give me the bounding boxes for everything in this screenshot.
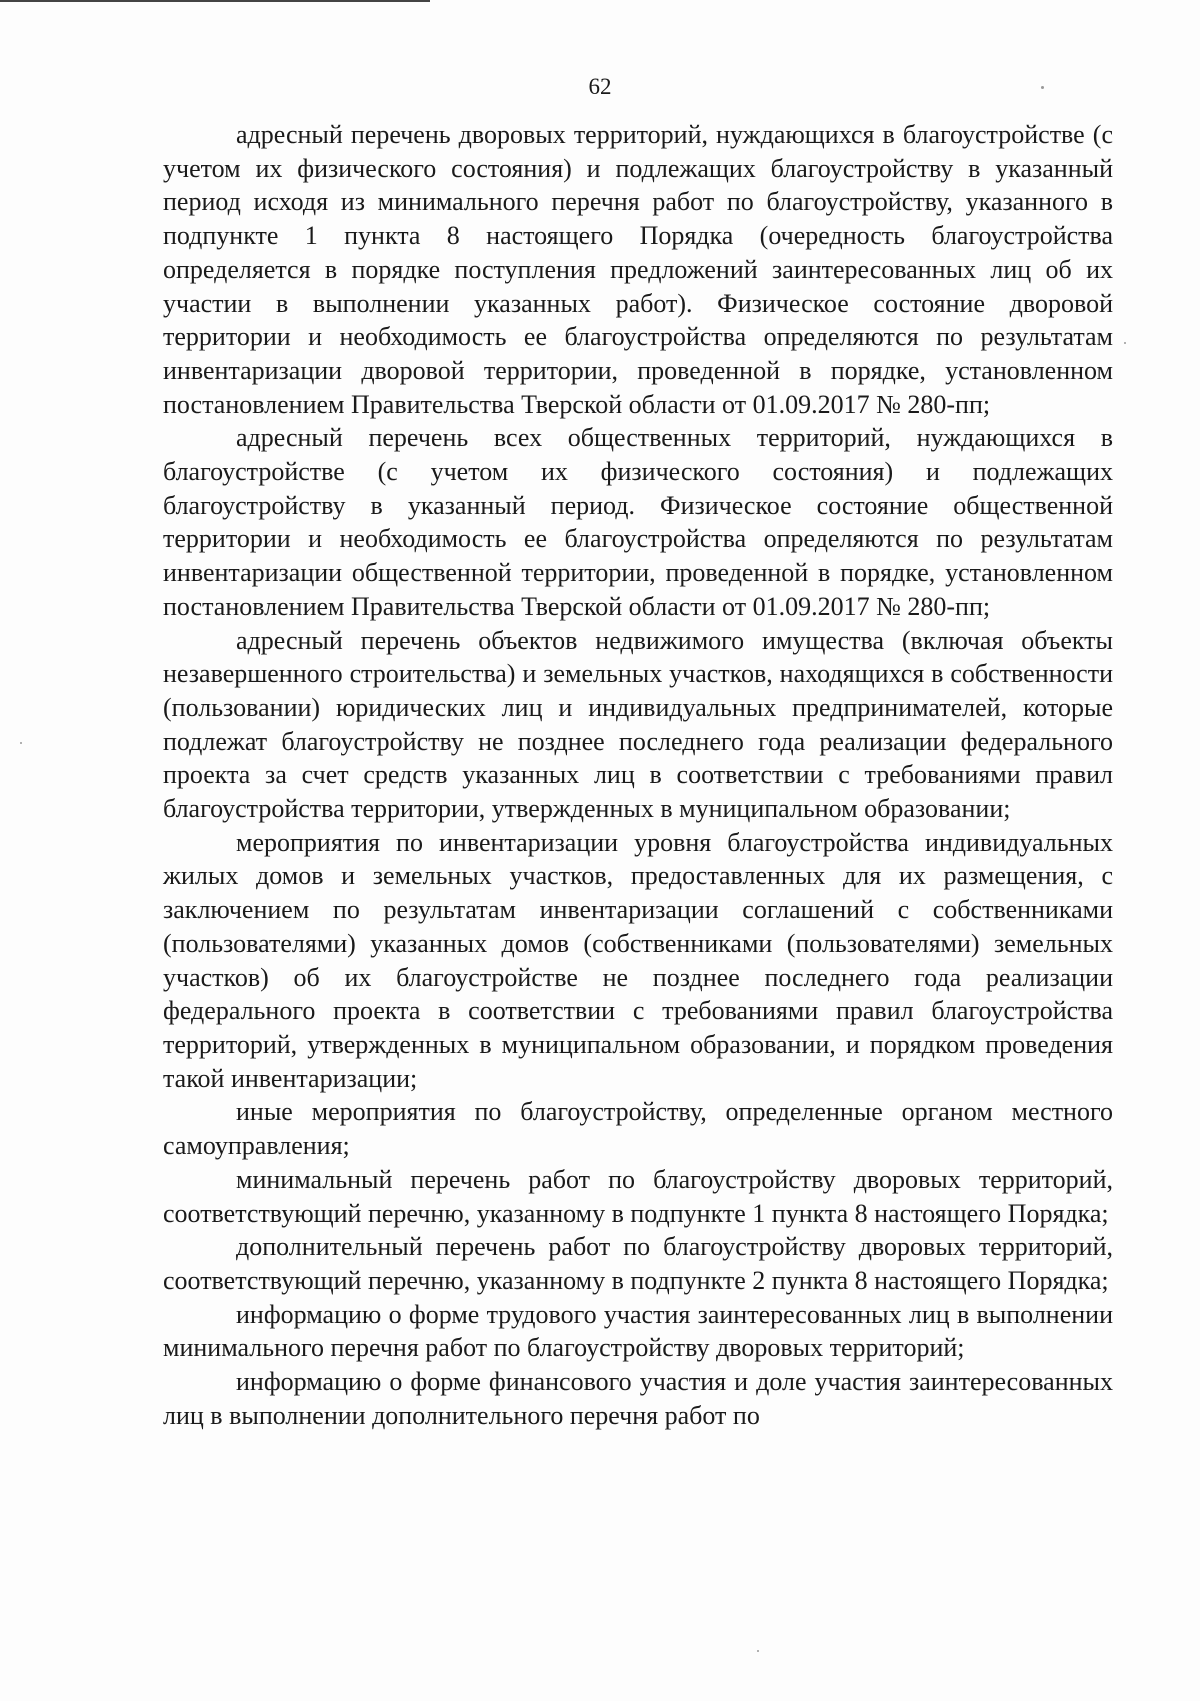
paragraph-other-measures: иные мероприятия по благоустройству, определенные органом местного самоуправления; [163,1097,1113,1161]
scan-speck [20,742,22,744]
paragraph-real-estate-objects-list: адресный перечень объектов недвижимого имущества (включая объекты незавершенного строительства) и земельных участков, находящихся в собственности (пользовании) юридических лиц и индивидуальных предпринимателей, которые подлежат благоустройству не позднее последнего года реализации федерального проекта за счет средств указанных лиц в соответствии с требованиями правил благоустройства территории, утвержденных в муниципальном образовании; [163,625,1113,824]
page-number: 62 [588,74,612,99]
paragraph-inventory-measures: мероприятия по инвентаризации уровня благоустройства индивидуальных жилых домов и земельных участков, предоставленных для их размещения, с заключением по результатам инвентаризации соглашений с собственниками (пользователями) указанных домов (собственниками (пользователями) земельных участков) об их благоустройстве не позднее последнего года реализации федерального проекта в соответствии с требованиями правил благоустройства территорий, утвержденных в муниципальном образовании, и порядком проведения такой инвентаризации; [163,827,1113,1093]
scan-speck [1124,342,1126,344]
paragraph-public-territories-list: адресный перечень всех общественных территорий, нуждающихся в благоустройстве (с учетом их физического состояния) и подлежащих благоустройству в указанный период. Физическое состояние общественной территории и необходимость ее благоустройства определяются по результатам инвентаризации общественной территории, проведенной в порядке, установленном постановлением Правительства Тверской области от 01.09.2017 № 280-пп; [163,423,1113,621]
scan-speck [1041,86,1044,89]
scan-speck [757,1650,759,1652]
scan-edge-line [0,0,430,2]
paragraph-financial-participation-info: информацию о форме финансового участия и доле участия заинтересованных лиц в выполнении дополнительного перечня работ по [163,1367,1113,1430]
paragraph-yard-territories-list: адресный перечень дворовых территорий, нуждающихся в благоустройстве (с учетом их физического состояния) и подлежащих благоустройству в указанный период исходя из минимального перечня работ по благоустройству, указанного в подпункте 1 пункта 8 настоящего Порядка (очередность благоустройства определяется в порядке поступления предложений заинтересованных лиц об их участии в выполнении указанных работ). Физическое состояние дворовой территории и необходимость ее благоустройства определяются по результатам инвентаризации дворовой территории, проведенной в порядке, установленном постановлением Правительства Тверской области от 01.09.2017 № 280-пп; [163,120,1113,419]
paragraph-additional-works-list: дополнительный перечень работ по благоустройству дворовых территорий, соответствующий перечню, указанному в подпункте 2 пункта 8 настоящего Порядка; [163,1232,1113,1295]
body-text [163,118,1113,1432]
paragraph-minimum-works-list: минимальный перечень работ по благоустройству дворовых территорий, соответствующий перечню, указанному в подпункте 1 пункта 8 настоящего Порядка; [163,1164,1113,1228]
paragraph-labor-participation-info: информацию о форме трудового участия заинтересованных лиц в выполнении минимального перечня работ по благоустройству дворовых территорий; [163,1299,1113,1363]
